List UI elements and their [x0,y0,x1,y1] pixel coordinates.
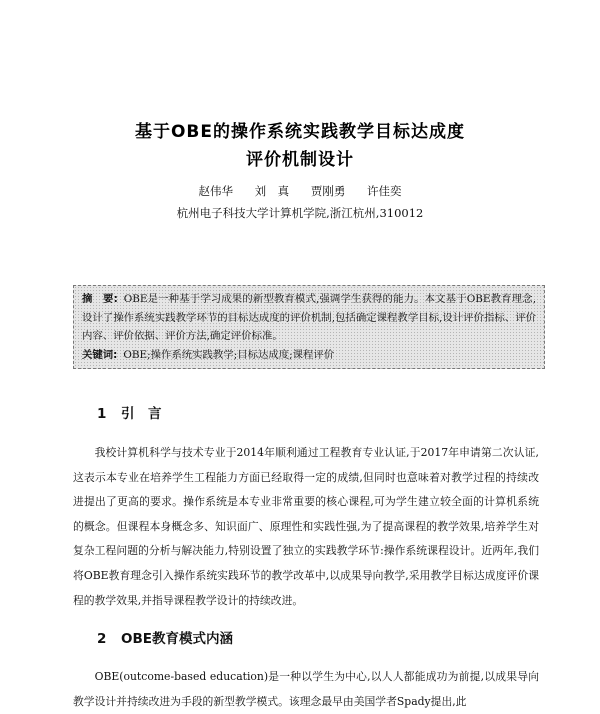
introduction-paragraph: 我校计算机科学与技术专业于2014年顺利通过工程教育专业认证,于2017年申请第二次认证,这表示本专业在培养学生工程能力方面已经取得一定的成绩,但同时也意味着对教学过程的持续改进提出了更高的要求。操作系统是本专业非常重要的核心课程,可为学生建立较全面的计算机系统的概念。但课程本身概念多、知识面广、原理性和实践性强,为了提高课程的教学效果,培养学生对复杂工程问题的分析与解决能力,特别设置了独立的实践教学环节:操作系统课程设计。近两年,我们将OBE教育理念引入操作系统实践环节的教学改革中,以成果导向教学,采用教学目标达成度评价课程的教学效果,并指导课程教学设计的持续改进。 [73,446,539,607]
abstract-text: OBE是一种基于学习成果的新型教育模式,强调学生获得的能力。本文基于OBE教育理念,设计了操作系统实践教学环节的目标达成度的评价机制,包括确定课程教学目标,设计评价指标、评价内容、评价依据、评价方法,确定评价标准。 [82,293,536,342]
section-heading-introduction [97,402,162,422]
abstract-box [73,285,545,369]
paper-title-line1: 基于OBE的操作系统实践教学目标达成度 [134,122,466,142]
section-title: OBE教育模式内涵 [121,631,233,647]
abstract-label: 摘 要: [82,293,118,305]
section-heading-obe [97,627,233,647]
author-name: 赵伟华 [198,184,234,198]
author-name: 刘 真 [254,184,290,198]
section-title: 引 言 [121,406,162,422]
obe-paragraph: OBE(outcome-based education)是一种以学生为中心,以人人都能成功为前提,以成果导向教学设计并持续改进为手段的新型教学模式。该理念最早由美国学者Spady提出,此 [73,670,539,708]
author-name: 贾刚勇 [310,184,346,198]
obe-body [73,665,539,714]
introduction-body [73,441,539,613]
section-number: 2 [97,631,107,647]
keywords-text: OBE;操作系统实践教学;目标达成度;课程评价 [123,348,335,361]
abstract-paragraph [82,290,536,346]
affiliation: 杭州电子科技大学计算机学院,浙江杭州,310012 [176,206,424,220]
author-list [0,183,600,199]
keywords-label: 关键词: [82,348,118,361]
keywords-paragraph [82,346,536,365]
author-name: 许佳奕 [366,184,402,198]
paper-title-line2: 评价机制设计 [246,150,354,170]
section-number: 1 [97,406,107,422]
